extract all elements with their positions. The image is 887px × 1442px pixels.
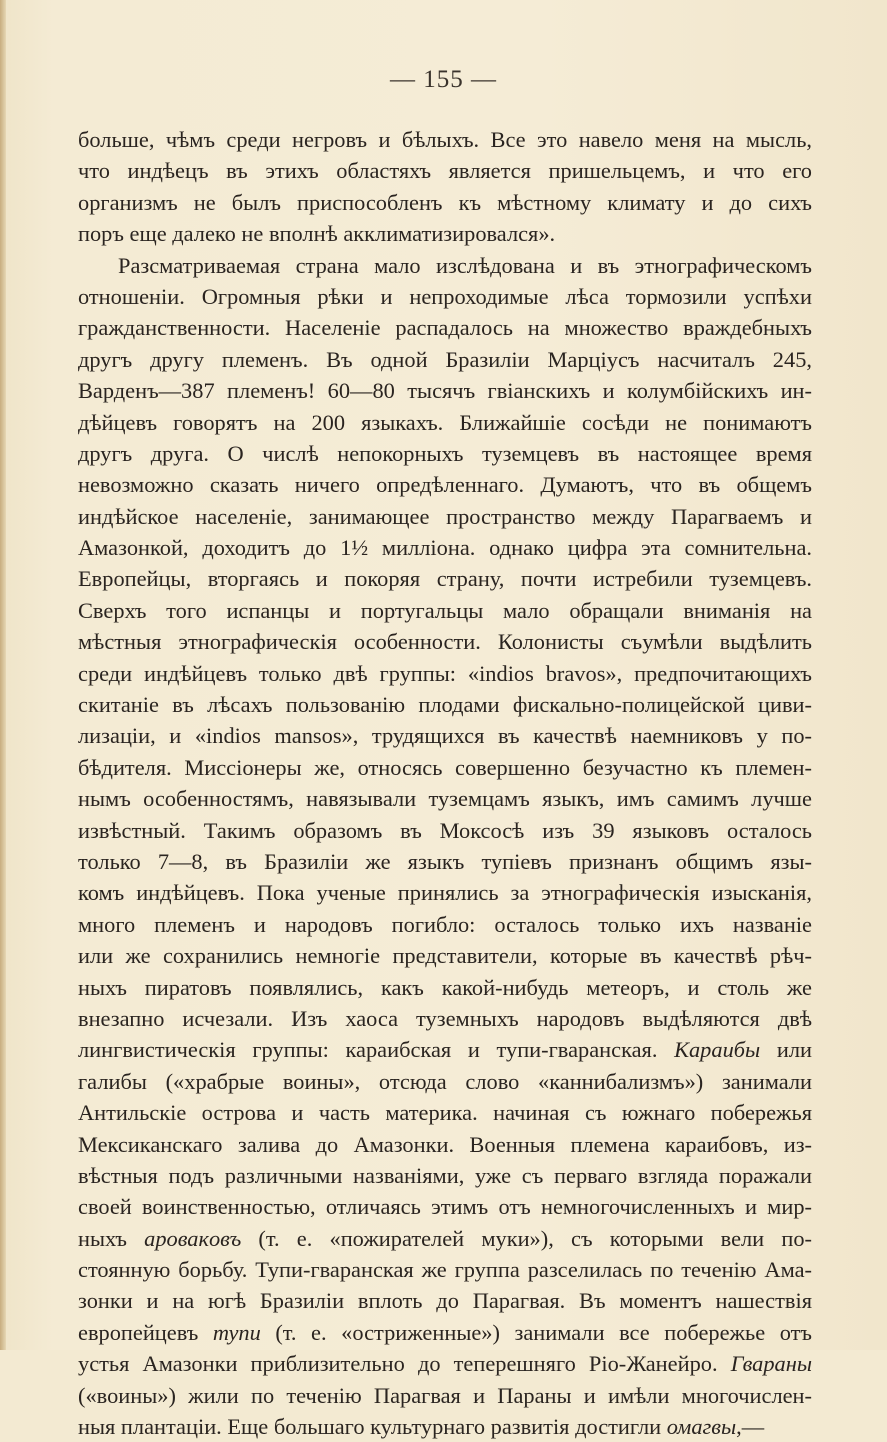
text-segment: другъ друга. О числѣ непокорныхъ туземцевъ въ настоящее время bbox=[78, 440, 812, 466]
text-segment: индѣйское населеніе, занимающее пространство между Парагваемъ и bbox=[78, 503, 812, 529]
text-segment: другъ другу племенъ. Въ одной Бразиліи Марціусъ насчиталъ 245, bbox=[78, 346, 812, 372]
text-segment: Мексиканскаго залива до Амазонки. Военныя племена караибовъ, из- bbox=[78, 1131, 812, 1157]
italic-term: тупи bbox=[212, 1319, 261, 1345]
text-segment: ныхъ пиратовъ появлялись, какъ какой-нибудь метеоръ, и столь же bbox=[78, 974, 812, 1000]
text-line bbox=[78, 1129, 812, 1160]
text-line bbox=[78, 1348, 812, 1379]
text-segment: среди индѣйцевъ только двѣ группы: «indios bravos», предпочитающихъ bbox=[78, 660, 812, 686]
text-segment: Амазонкой, доходитъ до 1½ милліона. однако цифра эта сомнительна. bbox=[78, 535, 812, 561]
text-line bbox=[78, 312, 812, 343]
page-binding-edge bbox=[0, 0, 6, 1350]
text-segment: внезапно исчезали. Изъ хаоса туземныхъ народовъ выдѣляются двѣ bbox=[78, 1005, 812, 1031]
text-segment: европейцевъ bbox=[78, 1319, 213, 1345]
text-line bbox=[78, 250, 812, 281]
text-line bbox=[78, 1034, 812, 1065]
text-segment: организмъ не былъ приспособленъ къ мѣстному климату и до сихъ bbox=[78, 189, 812, 215]
text-line bbox=[78, 783, 812, 814]
text-line bbox=[78, 1380, 812, 1411]
text-segment: устья Амазонки приблизительно до теперешняго Ріо-Жанейро. bbox=[78, 1351, 731, 1377]
text-line bbox=[78, 501, 812, 532]
text-segment: («воины») жили по теченію Парагвая и Параны и имѣли многочислен- bbox=[78, 1382, 812, 1408]
text-line bbox=[78, 281, 812, 312]
text-line bbox=[78, 155, 812, 186]
text-segment: или же сохранились немногіе представители, которые въ качествѣ рѣч- bbox=[78, 943, 812, 969]
text-segment: стоянную борьбу. Тупи-гваранская же группа разселилась по теченію Ама- bbox=[78, 1257, 812, 1283]
text-segment: лингвистическія группы: караибская и тупи-гваранская. bbox=[78, 1037, 675, 1063]
text-line bbox=[78, 532, 812, 563]
text-line bbox=[78, 752, 812, 783]
text-segment: (т. е. «пожирателей муки»), съ которыми вели по- bbox=[241, 1225, 812, 1251]
text-line bbox=[78, 1003, 812, 1034]
text-segment: вѣстныя подъ различными названіями, уже съ перваго взгляда поражали bbox=[78, 1162, 812, 1188]
text-line bbox=[78, 1411, 812, 1442]
text-segment: мѣстныя этнографическія особенности. Колонисты съумѣли выдѣлить bbox=[78, 629, 812, 655]
text-line bbox=[78, 218, 812, 249]
italic-term: Караибы bbox=[674, 1037, 761, 1063]
text-line bbox=[78, 344, 812, 375]
text-line bbox=[78, 720, 812, 751]
text-segment: своей воинственностью, отличаясь этимъ отъ немногочисленныхъ и мир- bbox=[78, 1194, 812, 1220]
text-segment: много племенъ и народовъ погибло: осталось только ихъ названіе bbox=[78, 911, 812, 937]
text-segment: гражданственности. Населеніе распадалось на множество враждебныхъ bbox=[78, 315, 812, 341]
body-text bbox=[78, 124, 812, 1442]
text-line bbox=[78, 1223, 812, 1254]
text-segment: поръ еще далеко не вполнѣ акклиматизировался». bbox=[78, 221, 556, 247]
text-line bbox=[78, 595, 812, 626]
text-segment: зонки и на югѣ Бразиліи вплоть до Парагвая. Въ моментъ нашествія bbox=[78, 1288, 812, 1314]
text-segment: дѣйцевъ говорятъ на 200 языкахъ. Ближайшіе сосѣди не понимаютъ bbox=[78, 409, 812, 435]
text-segment: нымъ особенностямъ, навязывали туземцамъ языкъ, имъ самимъ лучше bbox=[78, 786, 812, 812]
text-line bbox=[78, 1254, 812, 1285]
text-line bbox=[78, 407, 812, 438]
text-segment: больше, чѣмъ среди негровъ и бѣлыхъ. Все это навело меня на мысль, bbox=[78, 127, 812, 152]
text-line bbox=[78, 1160, 812, 1191]
text-line bbox=[78, 626, 812, 657]
text-segment: что индѣецъ въ этихъ областяхъ является пришельцемъ, и что его bbox=[78, 158, 812, 184]
text-segment: Варденъ—387 племенъ! 60—80 тысячъ гвіанскихъ и колумбійскихъ ин- bbox=[78, 378, 812, 404]
text-segment: только 7—8, въ Бразиліи же языкъ тупіевъ признанъ общимъ язы- bbox=[78, 848, 812, 874]
text-line bbox=[78, 877, 812, 908]
text-line bbox=[78, 375, 812, 406]
text-segment: отношеніи. Огромныя рѣки и непроходимые лѣса тормозили успѣхи bbox=[78, 283, 812, 309]
text-line bbox=[78, 469, 812, 500]
text-segment: скитаніе въ лѣсахъ пользованію плодами фискально-полицейской циви- bbox=[78, 692, 812, 718]
text-segment: Сверхъ того испанцы и португальцы мало обращали вниманія на bbox=[78, 597, 812, 623]
text-segment: Антильскіе острова и часть материка. начиная съ южнаго побережья bbox=[78, 1100, 812, 1126]
text-segment: Европейцы, вторгаясь и покоряя страну, почти истребили туземцевъ. bbox=[78, 566, 812, 592]
text-segment: галибы («храбрые воины», отсюда слово «каннибализмъ») занимали bbox=[78, 1068, 812, 1094]
text-line bbox=[78, 689, 812, 720]
text-line bbox=[78, 438, 812, 469]
text-line bbox=[78, 187, 812, 218]
text-line bbox=[78, 815, 812, 846]
italic-term: омагвы bbox=[666, 1414, 737, 1440]
text-segment: ,— bbox=[736, 1414, 765, 1440]
text-segment: (т. е. «остриженные») занимали все побережье отъ bbox=[260, 1319, 812, 1345]
italic-term: аровакoвъ bbox=[144, 1225, 242, 1251]
text-line bbox=[78, 1317, 812, 1348]
text-line bbox=[78, 940, 812, 971]
text-segment: ныхъ bbox=[78, 1225, 145, 1251]
text-segment: ныя плантаціи. Еще большаго культурнаго развитія достигли bbox=[78, 1414, 667, 1440]
text-line bbox=[78, 846, 812, 877]
page-number: — 155 — bbox=[390, 66, 497, 93]
text-segment: извѣстный. Такимъ образомъ въ Моксосѣ изъ 39 языковъ осталось bbox=[78, 817, 812, 843]
text-line bbox=[78, 1285, 812, 1316]
text-segment: бѣдителя. Миссіонеры же, относясь совершенно безучастно къ племен- bbox=[78, 754, 812, 780]
text-line bbox=[78, 1191, 812, 1222]
text-line bbox=[78, 563, 812, 594]
text-line bbox=[78, 972, 812, 1003]
italic-term: Гвараны bbox=[730, 1351, 812, 1377]
text-segment: комъ индѣйцевъ. Пока ученые принялись за этнографическія изысканія, bbox=[78, 880, 812, 906]
text-segment: невозможно сказать ничего опредѣленнаго. Думаютъ, что въ общемъ bbox=[78, 472, 812, 498]
text-line bbox=[78, 658, 812, 689]
text-segment: лизаціи, и «indios mansos», трудящихся въ качествѣ наемниковъ у по- bbox=[78, 723, 812, 749]
text-line bbox=[78, 124, 812, 155]
text-line bbox=[78, 909, 812, 940]
text-line bbox=[78, 1097, 812, 1128]
text-segment: Разсматриваемая страна мало изслѣдована и въ этнографическомъ bbox=[118, 252, 812, 278]
text-line bbox=[78, 1066, 812, 1097]
text-segment: или bbox=[760, 1037, 812, 1063]
